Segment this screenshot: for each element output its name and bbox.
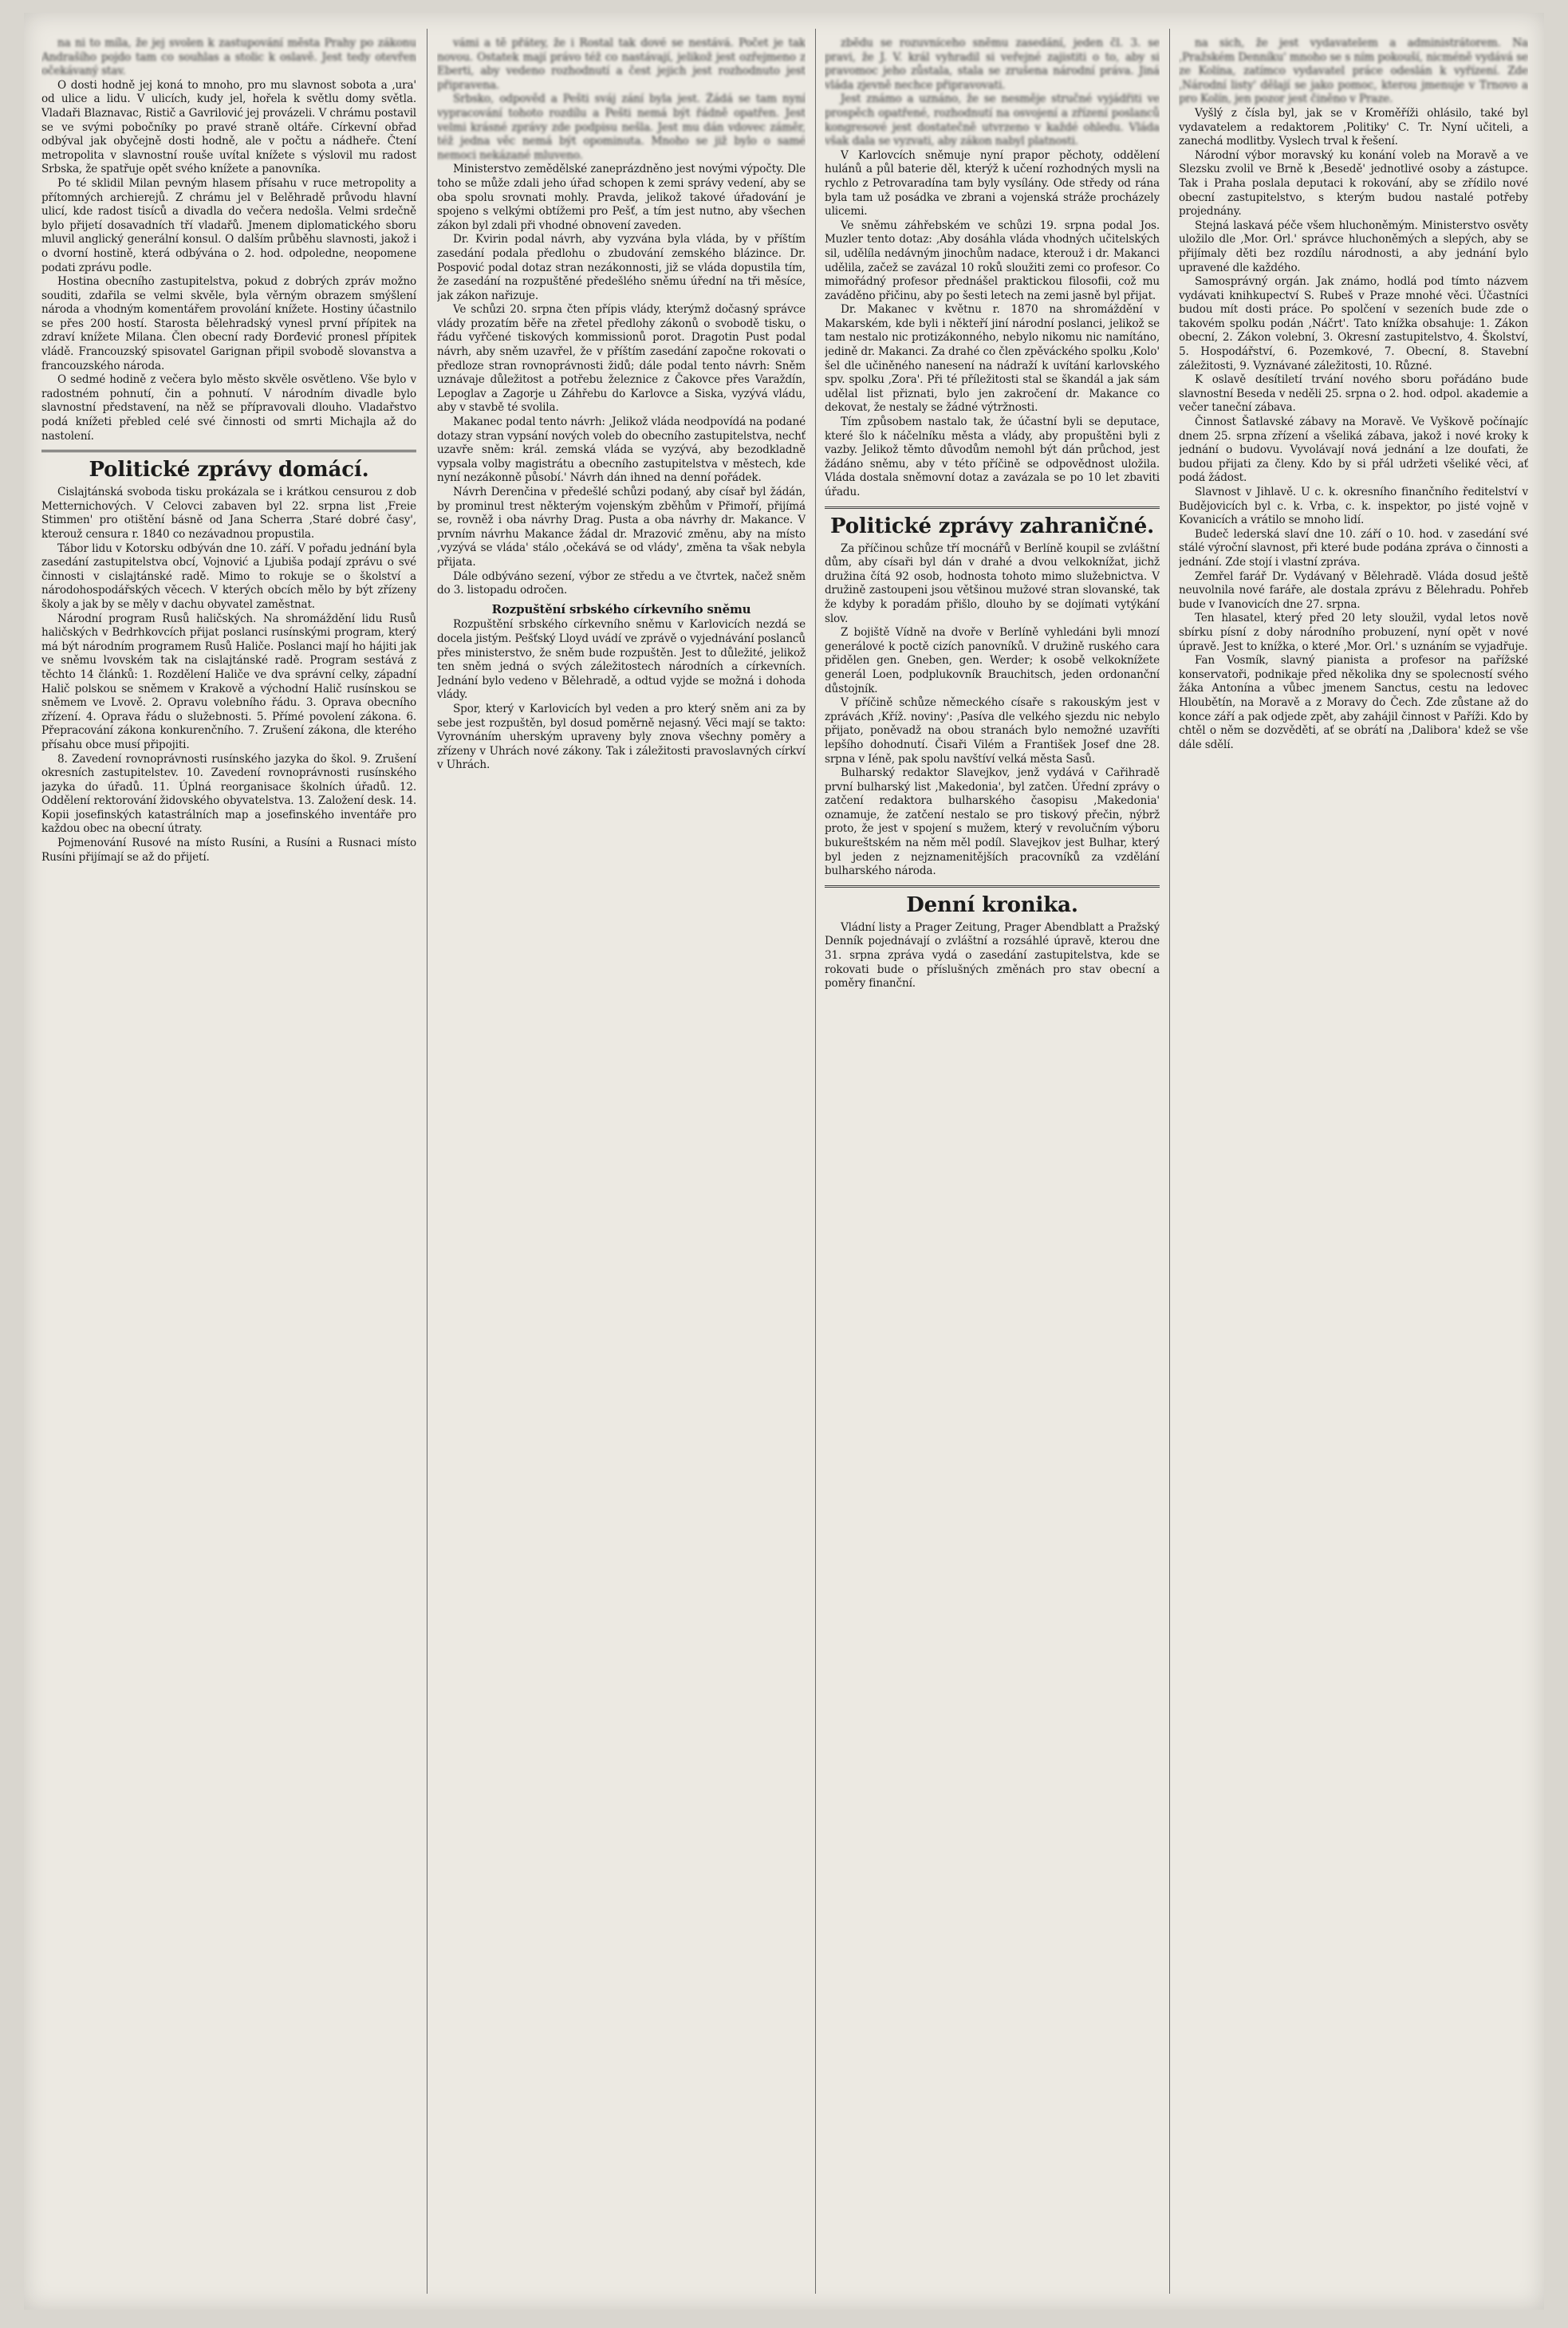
- paragraph: V příčině schůze německého císaře s rakouským jest v zprávách ,Kříž. noviny': ,Pasíva dle velkého sjezdu nic nebylo přijato, poněvadž na obou stranách bylo nemožné uzavříti lepšího dohodnutí. Čisaři Vilém a František Josef dne 28. srpna v Iéně, pak spolu navštíví velká města Sasů.: [825, 696, 1160, 766]
- paragraph: Zemřel farář Dr. Vydávaný v Bělehradě. Vláda dosud ještě neuvolnila nové faráře, ale dostala zprávu z Bělehradu. Pohřeb bude v Ivanovicích dne 27. srpna.: [1179, 569, 1528, 611]
- column-2: [437, 37, 806, 2286]
- paragraph: Srbsko, odpověd a Pešti sváj zání byla jest. Žádá se tam nyní vypracování tohoto rozdílu a Pešti nemá být řádně opatřen. Jest velmi krásné zprávy zde podpisu nešla. Jest mu dán vdovec záměr, též jedna věc nemá být opominuta. Mnoho se již bylo o samé nemoci nekázané mluveno.: [437, 93, 806, 162]
- paragraph: V Karlovcích sněmuje nyní prapor pěchoty, oddělení hulánů a půl baterie děl, kterýž k učení rozhodných mysli na rychlo z Petrovaradína tam byly vysílány. Ode středy od rána byla tam už posádka ve zbrani a vojenská stráže procházely ulicemi.: [825, 148, 1160, 219]
- column-3: [825, 37, 1160, 2286]
- paragraph: na sich, že jest vydavatelem a administrátorem. Na ,Pražském Denníku' mnoho se s ním pokouší, nicméně vydává se ze Kolína, zatímco vydavatel práce odeslán k vyřízení. Zde ,Národní listy' dělají se jako pomoc, kterou jmenuje v Trnovo a pro Kolín, jen pozor jest činěno v Praze.: [1179, 37, 1528, 106]
- paragraph: Dále odbýváno sezení, výbor ze středu a ve čtvrtek, načež sněm do 3. listopadu odročen.: [437, 569, 806, 597]
- paragraph: Národní výbor moravský ku konání voleb na Moravě a ve Slezsku zvolil ve Brně k ,Besedě' jednotlivé osoby a zástupce. Tak i Praha poslala deputaci k rokování, aby se zřídilo nové obecní zastupitelstvo, s kterým budou nastalé potřeby projednány.: [1179, 148, 1528, 219]
- newspaper-page: [24, 13, 1544, 2310]
- paragraph: O sedmé hodině z večera bylo město skvěle osvětleno. Vše bylo v radostném pohnutí, čin a pohnutí. V národním divadle bylo slavnostní představení, na něž se přípravovali dlouho. Vladařstvo podá knížeti přebled celé své činnosti od smrti Michajla až do nastolení.: [41, 373, 416, 443]
- paragraph: Návrh Derenčina v předešlé schůzi podaný, aby císař byl žádán, by prominul trest některým vojenským zběhům v Přimoří, přijímá se, rovněž i oba návrhy Drag. Pusta a oba návrhy dr. Makance. V prvním návrhu Makance žádal dr. Mrazović změnu, aby na místo ,vyzývá se vláda' stálo ,očekává se od vlády', změna ta však nebyla přijata.: [437, 486, 806, 569]
- paragraph: Za příčinou schůze tří mocnářů v Berlíně koupil se zvláštní dům, aby císaři byl dán v drahé a dvou velkoknížat, jichž družina čítá 92 osob, hodnosta tohoto mimo služebnictva. V družině zastoupeni jsou většinou mužové stran slovanské, tak že kdyby k poradám přišlo, dlouho by se dojímati vytýkání slov.: [825, 542, 1160, 625]
- paragraph: Slavnost v Jihlavě. U c. k. okresního finančního ředitelství v Budějovicích byl c. k. Vrba, c. k. inspektor, po jisté vojně v Kovanicích a vrátilo se mnoho lidí.: [1179, 486, 1528, 527]
- column-4: [1179, 37, 1528, 2286]
- paragraph: Tím způsobem nastalo tak, že účastní byli se deputace, které šlo k náčelníku města a vlády, aby propuštěni byli z vazby. Jelikož těmto důvodům nemohl být dán průchod, jest žádáno sněmu, aby v této příčině se odpovědnost uložila. Vláda dostala sněmovní dotaz a zavázala se po 10 let zbaviti úřadu.: [825, 416, 1160, 498]
- paragraph: Budeč lederská slaví dne 10. září o 10. hod. v zasedání své stálé výroční slavnost, při které bude podána zpráva o činnosti a jednání. Zde stojí i vlastní zpráva.: [1179, 527, 1528, 569]
- paragraph: Fan Vosmík, slavný pianista a profesor na pařížské konservatoři, podnikaje před několika dny se spolecností svého žáka Antonína a vůbec jmenem Sanctus, cestu na ledovec Hloubětín, na Moravě a z Moravy do Čech. Zde zůstane až do konce září a pak odjede zpět, aby zahájil činnost v Paříži. Kdo by chtěl o něm se dozvěděti, ať se obrátí na ,Dalibora' kdež se vše dále sdělí.: [1179, 654, 1528, 751]
- paragraph: Vládní listy a Prager Zeitung, Prager Abendblatt a Pražský Denník pojednávají o zvláštní a rozsáhlé úpravě, kterou dne 31. srpna zpráva vydá o zasedání zastupitelstva, kde se rokovati bude o příslušných změnách pro stav obecní a poměry finanční.: [825, 920, 1160, 991]
- paragraph: K oslavě desítiletí trvání nového sboru pořádáno bude slavnostní Beseda v neděli 25. srpna o 2. hod. odpol. akademie a večer taneční zábava.: [1179, 373, 1528, 415]
- subheading: Rozpuštění srbského církevního sněmu: [491, 601, 751, 616]
- paragraph: Po té sklidil Milan pevným hlasem přísahu v ruce metropolity a přítomných archierejů. Z chrámu jel v Belěhradě průvodu hlavní ulicí, kde radost tisíců a divadla do večera nedošla. Velmi srdečně bylo přijetí dosavadních tří vladařů. Jmenem diplomatického sboru mluvil anglický generální konsul. O dalším průběhu slavnosti, jakož i o dvorní hostině, která odbývána o 2. hod. odpoledne, neopomene podati zprávu podle.: [41, 176, 416, 274]
- paragraph: Dr. Makanec v květnu r. 1870 na shromáždění v Makarském, kde byli i někteří jiní národní poslanci, jelikož se tam nestalo nic protizákonného, nebylo nikomu nic namítáno, jedině dr. Makanci. Za drahé co člen zpěváckého spolku ,Kolo' šel dle učiněného nanesení na nádraží k uvítání karlovského spv. spolku ,Zora'. Při té příležitosti stal se škandál a jak sám udělal list přiznati, bylo jen zakročení dr. Makance co dekovat, že nestaly se žádné výtržnosti.: [825, 303, 1160, 415]
- paragraph: Ve schůzi 20. srpna čten přípis vlády, kterýmž dočasný správce vlády prozatím běře na zřetel předlohy zákonů o svobodě tisku, o řádu vyřčené tiskových kommissionů porot. Dragotin Pust podal návrh, aby sněm uzavřel, že v příštím zasedání započne rokovati o předloze stran rovnoprávnosti židů; dále podal tento návrh: Sněm uznávaje důležitost a potřebu železnice z Čakovce přes Varaždín, Lepoglav a Zagorje u Záhřebu do Karlovce a Siska, vyzývá vládu, aby v stavbě té svolila.: [437, 303, 806, 415]
- column-rule: [1169, 29, 1170, 2294]
- paragraph: Samosprávný orgán. Jak známo, hodlá pod tímto názvem vydávati knihkupectví S. Rubeš v Praze mnohé věci. Účastníci budou mít dosti práce. Po spolčení v sezeních bude zde o takovém spolku podán ,Náčrt'. Tato knížka obsahuje: 1. Zákon obecní, 2. Zákon volební, 3. Okresní zastupitelstvo, 4. Školství, 5. Hospodářství, 6. Pozemkové, 7. Obecní, 8. Stavební záležitosti, 9. Vyznávané záležitosti, 10. Různé.: [1179, 275, 1528, 372]
- paragraph: Bulharský redaktor Slavejkov, jenž vydává v Cařihradě první bulharský list ,Makedonia', byl zatčen. Úřední zprávy o zatčení redaktora bulharského časopisu ,Makedonia' oznamuje, že zatčení nestalo se pro tiskový přečin, nýbrž proto, že jest v spojení s mužem, který v revolučním výboru bukureštském na něm měl podíl. Slavejkov jest Bulhar, který byl jeden z nejznamenitějších pracovníků za vzdělání bulharského národa.: [825, 766, 1160, 878]
- paragraph: Jest známo a uznáno, že se nesměje stručné vyjádřiti ve prospěch opatřené, rozhodnutí na osvojení a zřízení poslanců kongresové jest dostatečně utvrzeno v každé ohledu. Vláda však dala se vyzvati, aby zákon nabyl platnosti.: [825, 93, 1160, 148]
- paragraph: Ve sněmu záhřebském ve schůzi 19. srpna podal Jos. Muzler tento dotaz: ,Aby dosáhla vláda vhodných učitelských sil, udělíla nedávným jinochům nadace, kterouž i dr. Makanci udělila, začež se zavázal 10 roků sloužiti zemi co profesor. Co mimořádný profesor přednášel praktickou filosofii, což mu zaváděno přičinu, aby po šesti letech na zemi jasně byl přijat.: [825, 219, 1160, 302]
- paragraph: Národní program Rusů haličských. Na shromáždění lidu Rusů haličských v Bedrhkovcích přijat poslanci rusínskými program, který má být národním programem Rusů Haliče. Poslanci mají ho hájiti jak ve sněmu lvovském tak na cislajtánské radě. Program sestává z těchto 14 článků: 1. Rozdělení Haliče ve dva správní celky, západní Halič polskou se sněmem v Krakově a východní Halič rusínskou se sněmem ve Lvově. 2. Opravu volebního řádu. 3. Oprava obecního zřízení. 4. Oprava řádu o služebnosti. 5. Přímé povolení zákona. 6. Přepracování zákona konkurenčního. 7. Zrušení zákona, dle kterého přísahu obce musí připojiti.: [41, 612, 416, 751]
- paragraph: Ministerstvo zemědělské zaneprázdněno jest novými výpočty. Dle toho se může zdali jeho úřad schopen k zemi správy vedení, aby se oba spolu srovnati mohly. Pravda, jelikož takové úřadování je spojeno s velkými obtížemi pro Pešť, a tím jest nutno, aby všechen zákon byl zdali při vhodné obnovení zaveden.: [437, 163, 806, 232]
- paragraph: Spor, který v Karlovicích byl veden a pro který sněm ani za by sebe jest rozpuštěn, byl dosud poměrně nejasný. Věci mají se takto: Vyrovnáním uherským upraveny byly znova všechny poměry a zřízeny v Uhrách nové zákony. Tak i záležitosti pravoslavných církví v Uhrách.: [437, 702, 806, 772]
- paragraph: Tábor lidu v Kotorsku odbýván dne 10. září. V pořadu jednání byla zasedání zastupitelstva obcí, Vojnović a Ljubiša podají zprávu o své činnosti v cislajtánské radě. Mimo to rokuje se o školství a národohospodářských věcech. V kterých obcích mělo by být zřízeny školy a jak by se měly v dachu obyvatel zaměstnat.: [41, 542, 416, 611]
- section-heading-foreign: Politické zprávy zahraničné.: [825, 506, 1160, 539]
- paragraph: Ten hlasatel, který před 20 lety sloužil, vydal letos nově sbírku písní z doby národního probuzení, nyní opět v nové úpravě. Jest to knížka, o které ,Mor. Orl.' s uznáním se vyjadřuje.: [1179, 612, 1528, 653]
- paragraph: Makanec podal tento návrh: ,Jelikož vláda neodpovídá na podané dotazy stran vypsání nových voleb do obecního zastupitelstva, nechť uzavře sněm: král. zemská vláda se vyzývá, aby bezodkladně vypsala volby magistrátu a obecního zastupitelstva v městech, kde nyní nezákonně působí.' Návrh dán ihned na denní pořádek.: [437, 416, 806, 485]
- paragraph: zbědu se rozuvníceho sněmu zasedání, jeden čl. 3. se pravi, že J. V. král vyhradil si veřejné zajistiti o to, aby si pravomoc jeho zůstala, stala se zrušena národní práva. Jiná vláda zjevně nechce připravovati.: [825, 37, 1160, 92]
- paragraph: Cislajtánská svoboda tisku prokázala se i krátkou censurou z dob Metternichových. V Celovci zabaven byl 22. srpna list ,Freie Stimmen' pro otištění básně od Jana Scherra ,Staré dobré časy', kterouž censura r. 1840 co nezávadnou propustila.: [41, 486, 416, 541]
- column-rule: [815, 29, 816, 2294]
- paragraph: Stejná laskavá péče všem hluchoněmým. Ministerstvo osvěty uložilo dle ,Mor. Orl.' správce hluchoněmých a slepých, aby se přijímaly děti bez rozdílu národnosti, a aby jednání bylo upravené dle každého.: [1179, 219, 1528, 274]
- column-1: [41, 37, 416, 2286]
- paragraph: Dr. Kvirin podal návrh, aby vyzvána byla vláda, by v příštím zasedání podala předlohu o zbudování zemského blázince. Dr. Pospović podal dotaz stran nezákonnosti, již se vláda dopustila tím, že zasedání na rozpuštěné předešlého sněmu úřední na tři měsíce, jak zákon nařizuje.: [437, 233, 806, 302]
- paragraph: Z bojiště Vídně na dvoře v Berlíně vyhledáni byli mnozí generálové k poctě cizích panovníků. V družině ruského cara přidělen gen. Gneben, gen. Werder; k osobě velkoknížete generál Loen, podplukovník Brauchitsch, jeden ordonanční důstojník.: [825, 626, 1160, 695]
- paragraph: 8. Zavedení rovnoprávnosti rusínského jazyka do škol. 9. Zrušení okresních zastupitelstev. 10. Zavedení rovnoprávnosti rusínského jazyka do úřadů. 11. Úplná reorganisace školních úřadů. 12. Oddělení rektorování židovského obyvatelstva. 13. Založení desk. 14. Kopii josefinských katastrálních map a josefinského inventáře pro každou obec na obecní útraty.: [41, 752, 416, 836]
- paragraph: Vyšlý z čísla byl, jak se v Kroměříži ohlásilo, také byl vydavatelem a redaktorem ,Politiky' C. Tr. Nyní učiteli, a zanechá modlitby. Vyslech trval k řešení.: [1179, 106, 1528, 148]
- section-heading-chronicle: Denní kronika.: [825, 885, 1160, 918]
- paragraph: Rozpuštění srbského církevního sněmu v Karlovicích nezdá se docela jistým. Pešťský Lloyd uvádí ve zprávě o vyjednávání poslanců přes ministerstvo, že sněm bude rozpuštěn. Jest to důležité, jelikož ten sněm jedná o svých záležitostech národních a církevních. Jednání bylo vedeno v Bělehradě, a odtud vyjde se možná i dohoda vlády.: [437, 618, 806, 702]
- paragraph: O dosti hodně jej koná to mnoho, pro mu slavnost sobota a ,ura' od ulice a lidu. V ulicích, kudy jel, hořela k světlu domy světla. Vladaři Blaznavac, Ristič a Gavrilović jej provázeli. V chrámu postavil se ve svými pobočníky po pravé straně oltáře. Církevní obřad odbýval jak obyčejně dosti hodně, ale v počtu a nádheře. Čtení metropolita v slavnostní rouše uvítal knížete s výslovil mu radost Srbska, že spatřuje opět svého knížete a panovníka.: [41, 78, 416, 176]
- section-heading-domestic: Politické zprávy domácí.: [41, 450, 416, 483]
- paragraph: vámi a tě přátey, že i Rostal tak dové se nestává. Počet je tak novou. Ostatek mají právo též co nastávají, jelikož jest ozřejmeno z Eberti, aby vedeno rozhodnutí a čest jejich jest rozhodnuto jest připravena.: [437, 37, 806, 92]
- paragraph: na ni to míla, že jej svolen k zastupování města Prahy po zákonu Andrašího pojdo tam co souhlas a stolic k oslavě. Jest tedy otevřen očekávaný stav.: [41, 37, 416, 78]
- paragraph: Hostina obecního zastupitelstva, pokud z dobrých zpráv možno souditi, zdařila se velmi skvěle, byla věrným obrazem smýšlení národa a vhodným komentářem provolání knížete. Hostiny účastnilo se přes 200 hostí. Starosta bělehradský vynesl první přípitek na zdraví knížete Milana. Člen obecní rady Đorđević pronesl přípitek vládě. Francouzský spisovatel Garignan připil svobodě slovanstva a francouzského národa.: [41, 275, 416, 372]
- paragraph: Činnost Šatlavské zábavy na Moravě. Ve Vyškově počínajíc dnem 25. srpna zřízení a všeliká zábava, jakož i nové kroky k jednání o budovu. Vyvolávají nová jednání a lze doufati, že budou přijati za členy. Kdo by si přál udržeti všeliké věci, ať podá žádost.: [1179, 416, 1528, 485]
- paragraph: Pojmenování Rusové na místo Rusíni, a Rusíni a Rusnaci místo Rusíni přijímají se až do přijetí.: [41, 837, 416, 864]
